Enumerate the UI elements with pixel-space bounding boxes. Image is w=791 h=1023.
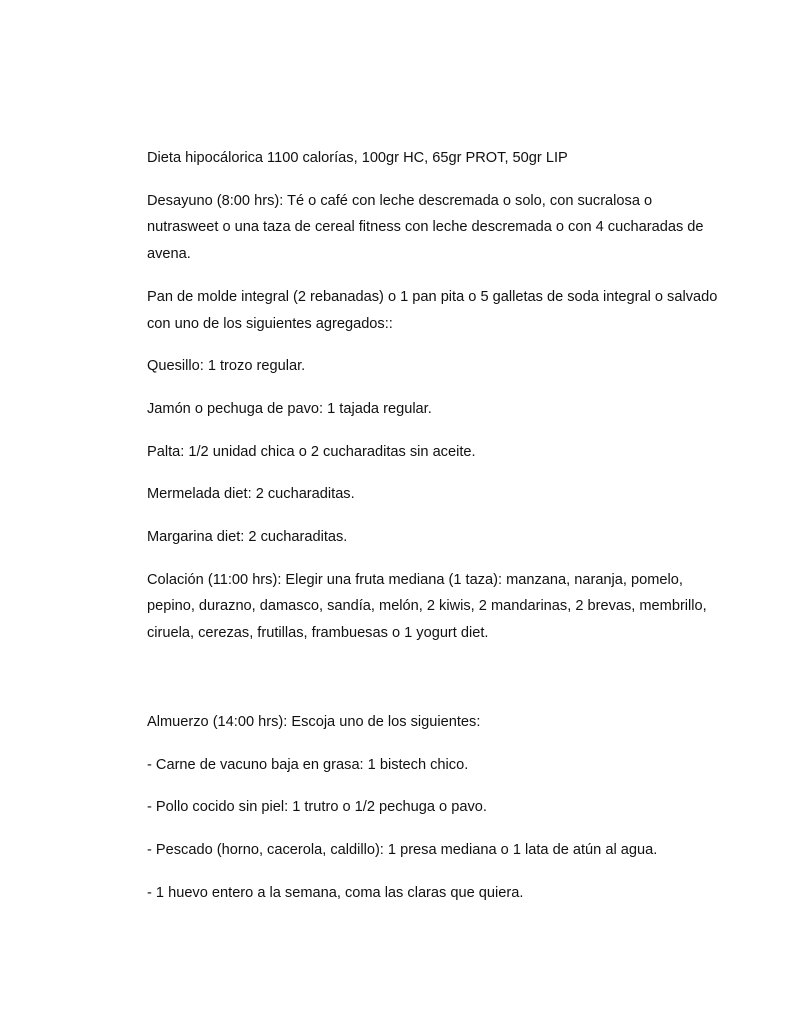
chicken-option: - Pollo cocido sin piel: 1 trutro o 1/2 pechuga o pavo. xyxy=(147,799,487,816)
jam-item: Mermelada diet: 2 cucharaditas. xyxy=(147,486,355,503)
margarine-item: Margarina diet: 2 cucharaditas. xyxy=(147,529,348,546)
lunch-heading: Almuerzo (14:00 hrs): Escoja uno de los siguientes: xyxy=(147,713,481,730)
snack-paragraph: Colación (11:00 hrs): Elegir una fruta mediana (1 taza): manzana, naranja, pomelo, pepino, durazno, damasco, sandía, melón, 2 kiwis, 2 mandarinas, 2 brevas, membrillo, ciruela, cerezas, frutillas, frambuesas o 1 yogurt diet. xyxy=(147,571,707,642)
bread-paragraph: Pan de molde integral (2 rebanadas) o 1 pan pita o 5 galletas de soda integral o salvado con uno de los siguientes agregados:: xyxy=(147,288,718,332)
beef-option: - Carne de vacuno baja en grasa: 1 bistech chico. xyxy=(147,756,469,773)
document-page xyxy=(147,145,722,922)
avocado-item: Palta: 1/2 unidad chica o 2 cucharaditas sin aceite. xyxy=(147,443,476,460)
ham-item: Jamón o pechuga de pavo: 1 tajada regular. xyxy=(147,400,432,417)
blank-line xyxy=(147,663,722,709)
diet-title: Dieta hipocálorica 1100 calorías, 100gr HC, 65gr PROT, 50gr LIP xyxy=(147,150,568,166)
breakfast-paragraph: Desayuno (8:00 hrs): Té o café con leche descremada o solo, con sucralosa o nutrasweet o una taza de cereal fitness con leche descremada o con 4 cucharadas de avena. xyxy=(147,192,704,263)
cheese-item: Quesillo: 1 trozo regular. xyxy=(147,358,306,375)
egg-option: - 1 huevo entero a la semana, coma las claras que quiera. xyxy=(147,884,524,901)
fish-option: - Pescado (horno, cacerola, caldillo): 1 presa mediana o 1 lata de atún al agua. xyxy=(147,841,658,858)
